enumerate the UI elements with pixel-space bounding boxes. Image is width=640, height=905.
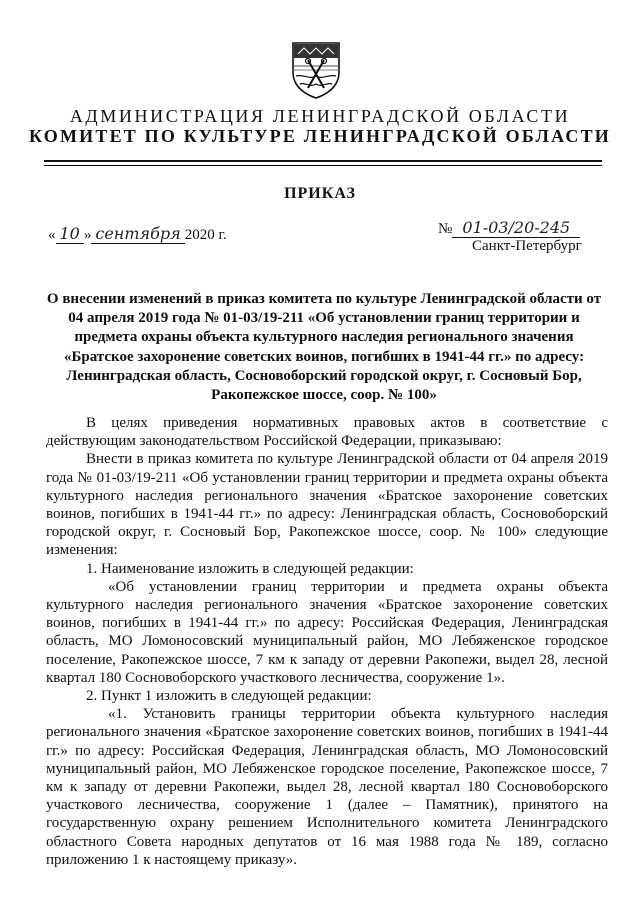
- date-day: 10: [56, 224, 84, 244]
- administration-name: АДМИНИСТРАЦИЯ ЛЕНИНГРАДСКОЙ ОБЛАСТИ: [69, 106, 571, 126]
- document-body: [46, 414, 608, 869]
- number-value: 01-03/20-245: [452, 218, 580, 238]
- coat-of-arms-icon: [290, 40, 342, 100]
- header-divider-thick: [44, 160, 602, 162]
- date-month: сентября: [91, 224, 184, 244]
- paragraph-item-1-text: «Об установлении границ территории и предмета охраны объекта культурного наследия регионального значения «Братское захоронение советских воинов, погибших в 1941-44 гг.» по адресу: Российская Федерация, Ленинградская область, МО Ломоносовский муниципальный район, МО Лебяженское городское поселение, Ракопежское шоссе, 7 км к западу от деревни Ракопежи, выдел 28, лесной квартал 180 Сосновоборского участкового лесничества, сооружение 1».: [46, 578, 608, 686]
- paragraph-item-1: 1. Наименование изложить в следующей редакции:: [86, 560, 414, 577]
- paragraph-item-2-text: «1. Установить границы территории объекта культурного наследия регионального значения «Братское захоронение советских воинов, погибших в 1941-44 гг.» по адресу: Российская Федерация, Ленинградская область, МО Ломоносовский муниципальный район, МО Лебяженское городское поселение, Ракопежское шоссе, 7 км к западу от деревни Ракопежи, выдел 28, лесной квартал 180 Сосновоборского участкового лесничества, сооружение 1 (далее – Памятник), принятого на государственную охрану решением Исполнительного комитета Ленинградского областного Совета народных депутатов от 16 мая 1988 года № 189, согласно приложению 1 к настоящему приказу».: [46, 706, 608, 868]
- number-prefix: №: [438, 221, 453, 237]
- document-date: [48, 224, 227, 244]
- date-open-quote: «: [48, 227, 56, 243]
- header-divider-thin: [44, 165, 602, 166]
- document-city: Санкт-Петербург: [472, 238, 582, 254]
- document-number: [438, 218, 580, 238]
- document-title: О внесении изменений в приказ комитета по культуре Ленинградской области от 04 апреля 2019 года № 01-03/19-211 «Об установлении границ территории и предмета охраны объекта культурного наследия регионального значения «Братское захоронение советских воинов, погибших в 1941-44 гг.» по адресу: Ленинградская область, Сосновоборский городской округ, г. Сосновый Бор, Ракопежское шоссе, соор. № 100»: [46, 291, 602, 404]
- paragraph-preamble: В целях приведения нормативных правовых актов в соответствие с действующим законодательством Российской Федерации, приказываю:: [46, 415, 608, 450]
- paragraph-amend: Внести в приказ комитета по культуре Ленинградской области от 04 апреля 2019 года № 01-03/19-211 «Об установлении границ территории и предмета охраны объекта культурного наследия регионального значения «Братское захоронение советских воинов, погибших в 1941-44 гг.» по адресу: Ленинградская область, Сосновоборский городской округ, г. Сосновый Бор, Ракопежское шоссе, соор. № 100» следующие изменения:: [46, 451, 608, 559]
- date-year: 2020 г.: [184, 227, 227, 243]
- paragraph-item-2: 2. Пункт 1 изложить в следующей редакции:: [86, 688, 372, 705]
- date-close-quote: »: [83, 227, 92, 243]
- committee-name: КОМИТЕТ ПО КУЛЬТУРЕ ЛЕНИНГРАДСКОЙ ОБЛАСТИ: [28, 126, 612, 146]
- document-type: ПРИКАЗ: [284, 185, 356, 202]
